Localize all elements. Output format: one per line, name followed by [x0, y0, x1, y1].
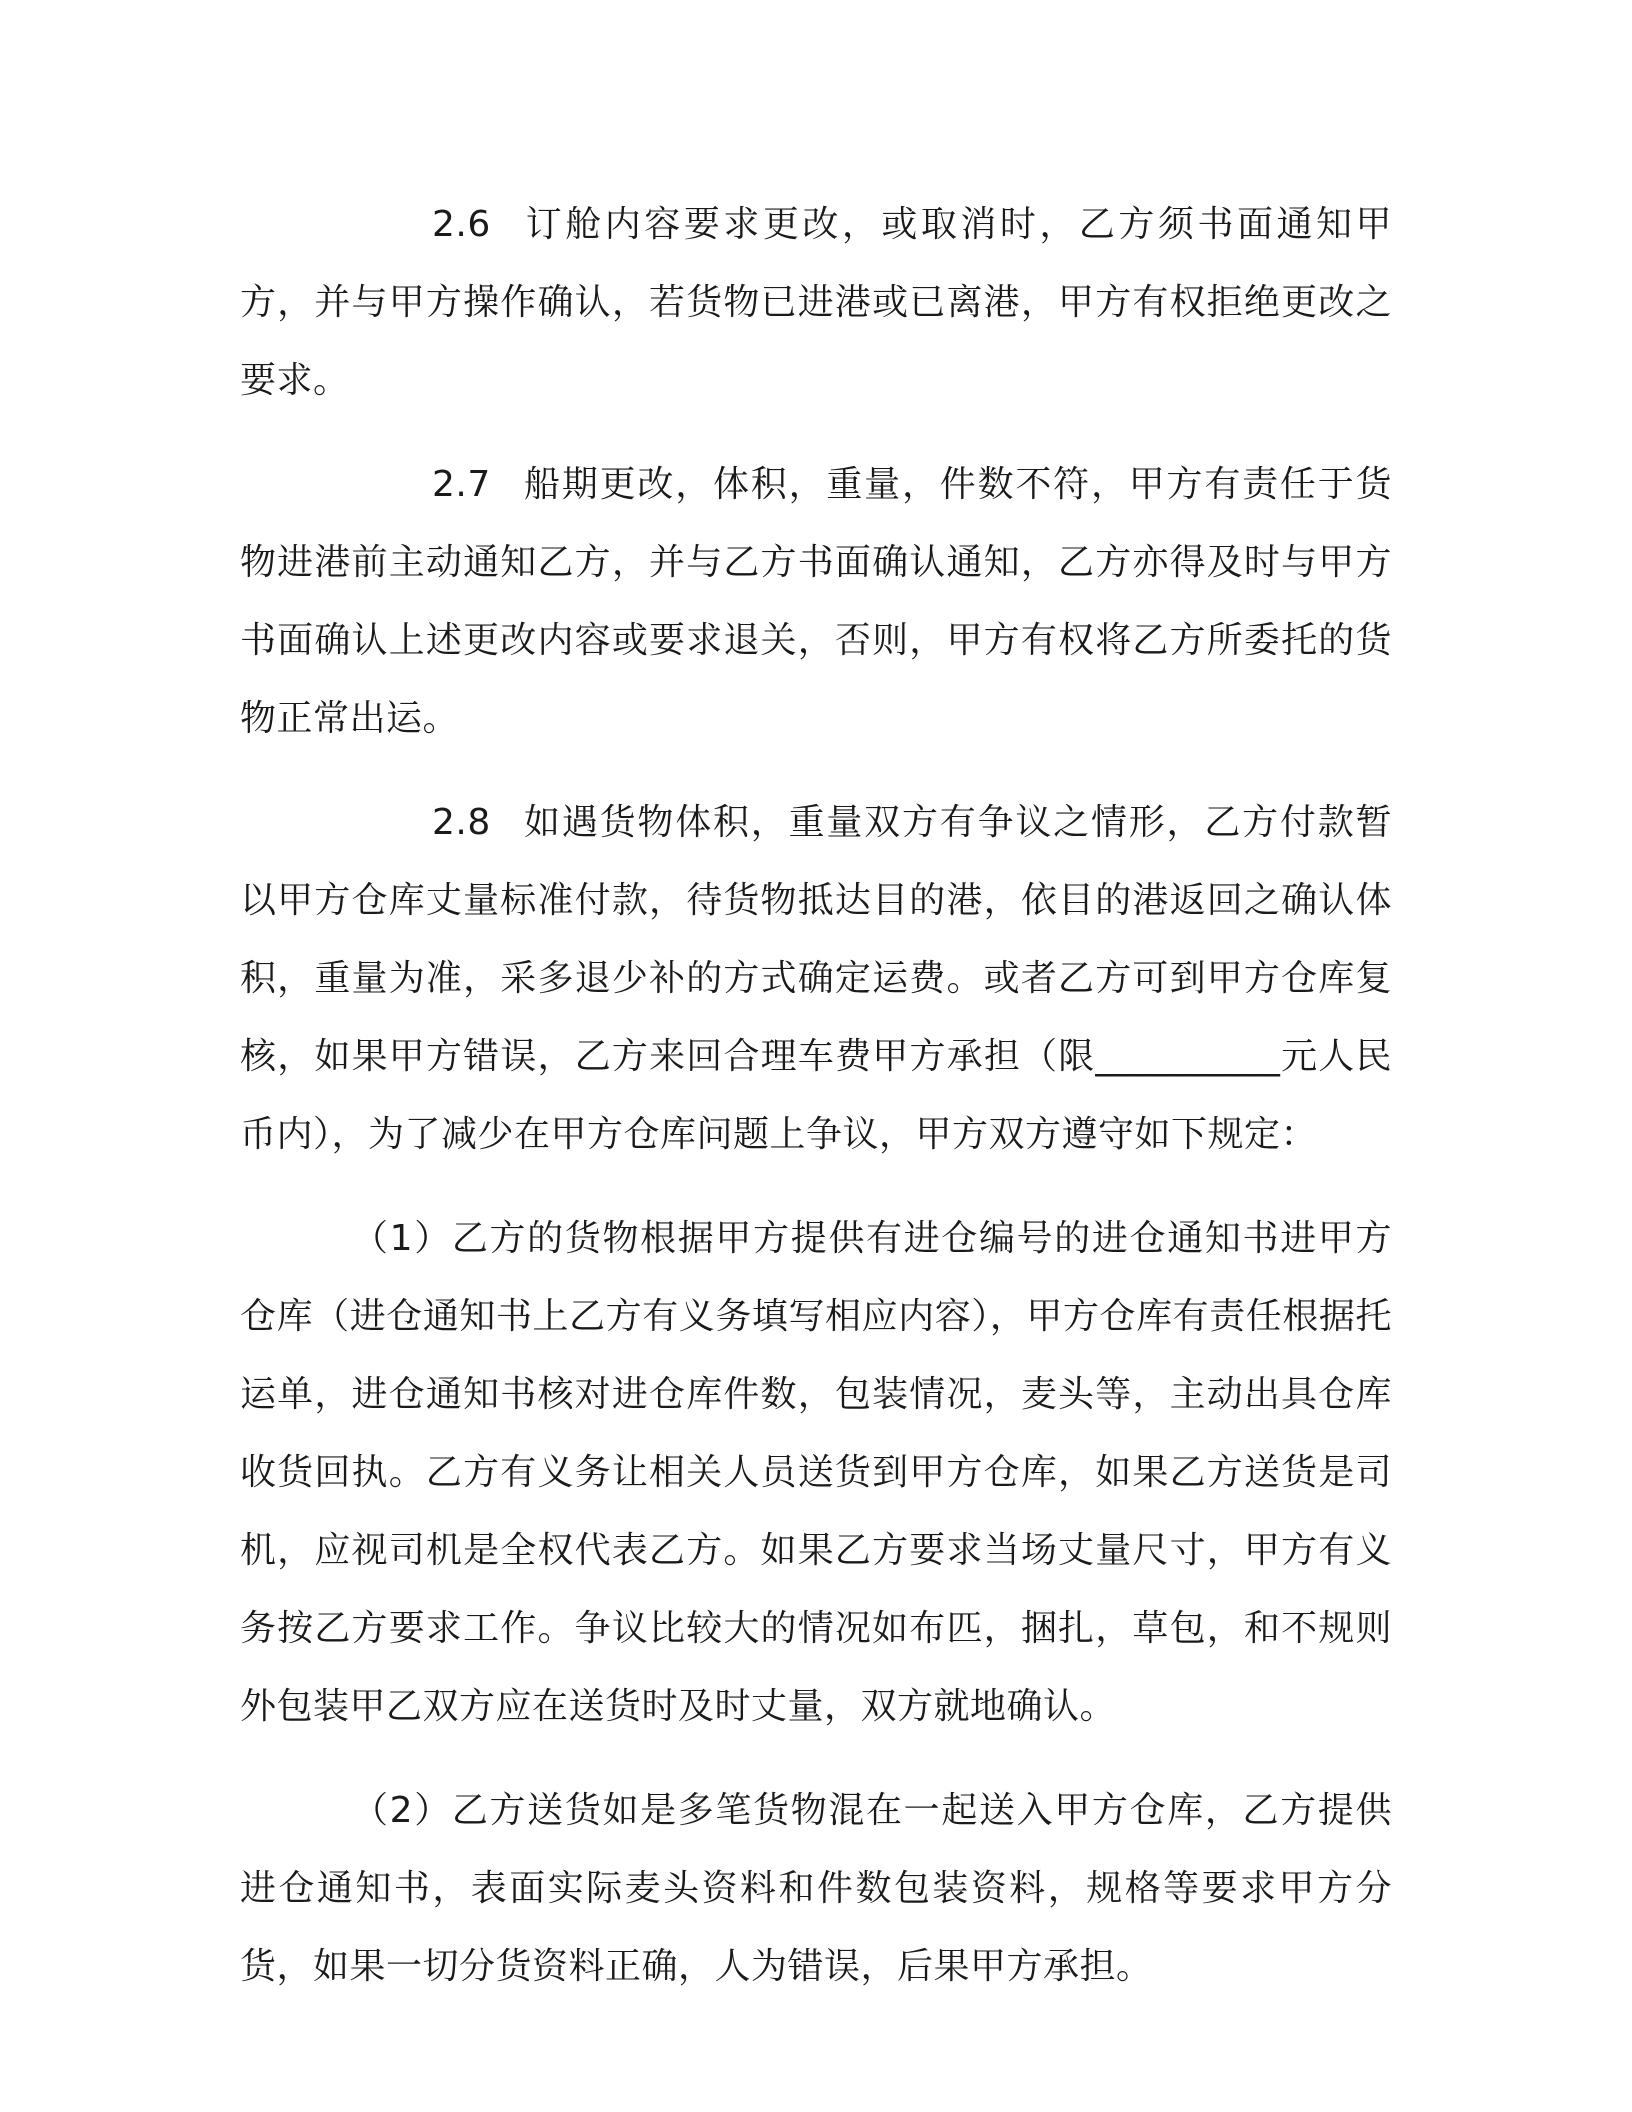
document-body	[240, 186, 1392, 2006]
clause-2-8	[240, 784, 1392, 1174]
sub-clause-2	[240, 1772, 1392, 2006]
clause-2-6	[240, 186, 1392, 420]
clause-number: 2.7	[432, 464, 491, 505]
clause-number: 2.6	[432, 204, 491, 245]
clause-text: （2）乙方送货如是多笔货物混在一起送入甲方仓库，乙方提供进仓通知书，表面实际麦头资料和件数包装资料，规格等要求甲方分货，如果一切分货资料正确，人为错误，后果甲方承担。	[240, 1790, 1392, 1987]
clause-text: 船期更改，体积，重量，件数不符，甲方有责任于货物进港前主动通知乙方，并与乙方书面确认通知，乙方亦得及时与甲方书面确认上述更改内容或要求退关，否则，甲方有权将乙方所委托的货物正常出运。	[240, 464, 1392, 739]
sub-clause-1	[240, 1200, 1392, 1746]
clause-2-7	[240, 446, 1392, 758]
clause-text: 如遇货物体积，重量双方有争议之情形，乙方付款暂以甲方仓库丈量标准付款，待货物抵达目的港，依目的港返回之确认体积，重量为准，采多退少补的方式确定运费。或者乙方可到甲方仓库复核，如果甲方错误，乙方来回合理车费甲方承担（限__________元人民币内），为了减少在甲方仓库问题上争议，甲方双方遵守如下规定：	[240, 802, 1392, 1155]
clause-text: （1）乙方的货物根据甲方提供有进仓编号的进仓通知书进甲方仓库（进仓通知书上乙方有义务填写相应内容），甲方仓库有责任根据托运单，进仓通知书核对进仓库件数，包装情况，麦头等，主动出具仓库收货回执。乙方有义务让相关人员送货到甲方仓库，如果乙方送货是司机，应视司机是全权代表乙方。如果乙方要求当场丈量尺寸，甲方有义务按乙方要求工作。争议比较大的情况如布匹，捆扎，草包，和不规则外包装甲乙双方应在送货时及时丈量，双方就地确认。	[240, 1218, 1392, 1727]
clause-text: 订舱内容要求更改，或取消时，乙方须书面通知甲方，并与甲方操作确认，若货物已进港或已离港，甲方有权拒绝更改之要求。	[240, 204, 1392, 401]
clause-number: 2.8	[432, 802, 491, 843]
